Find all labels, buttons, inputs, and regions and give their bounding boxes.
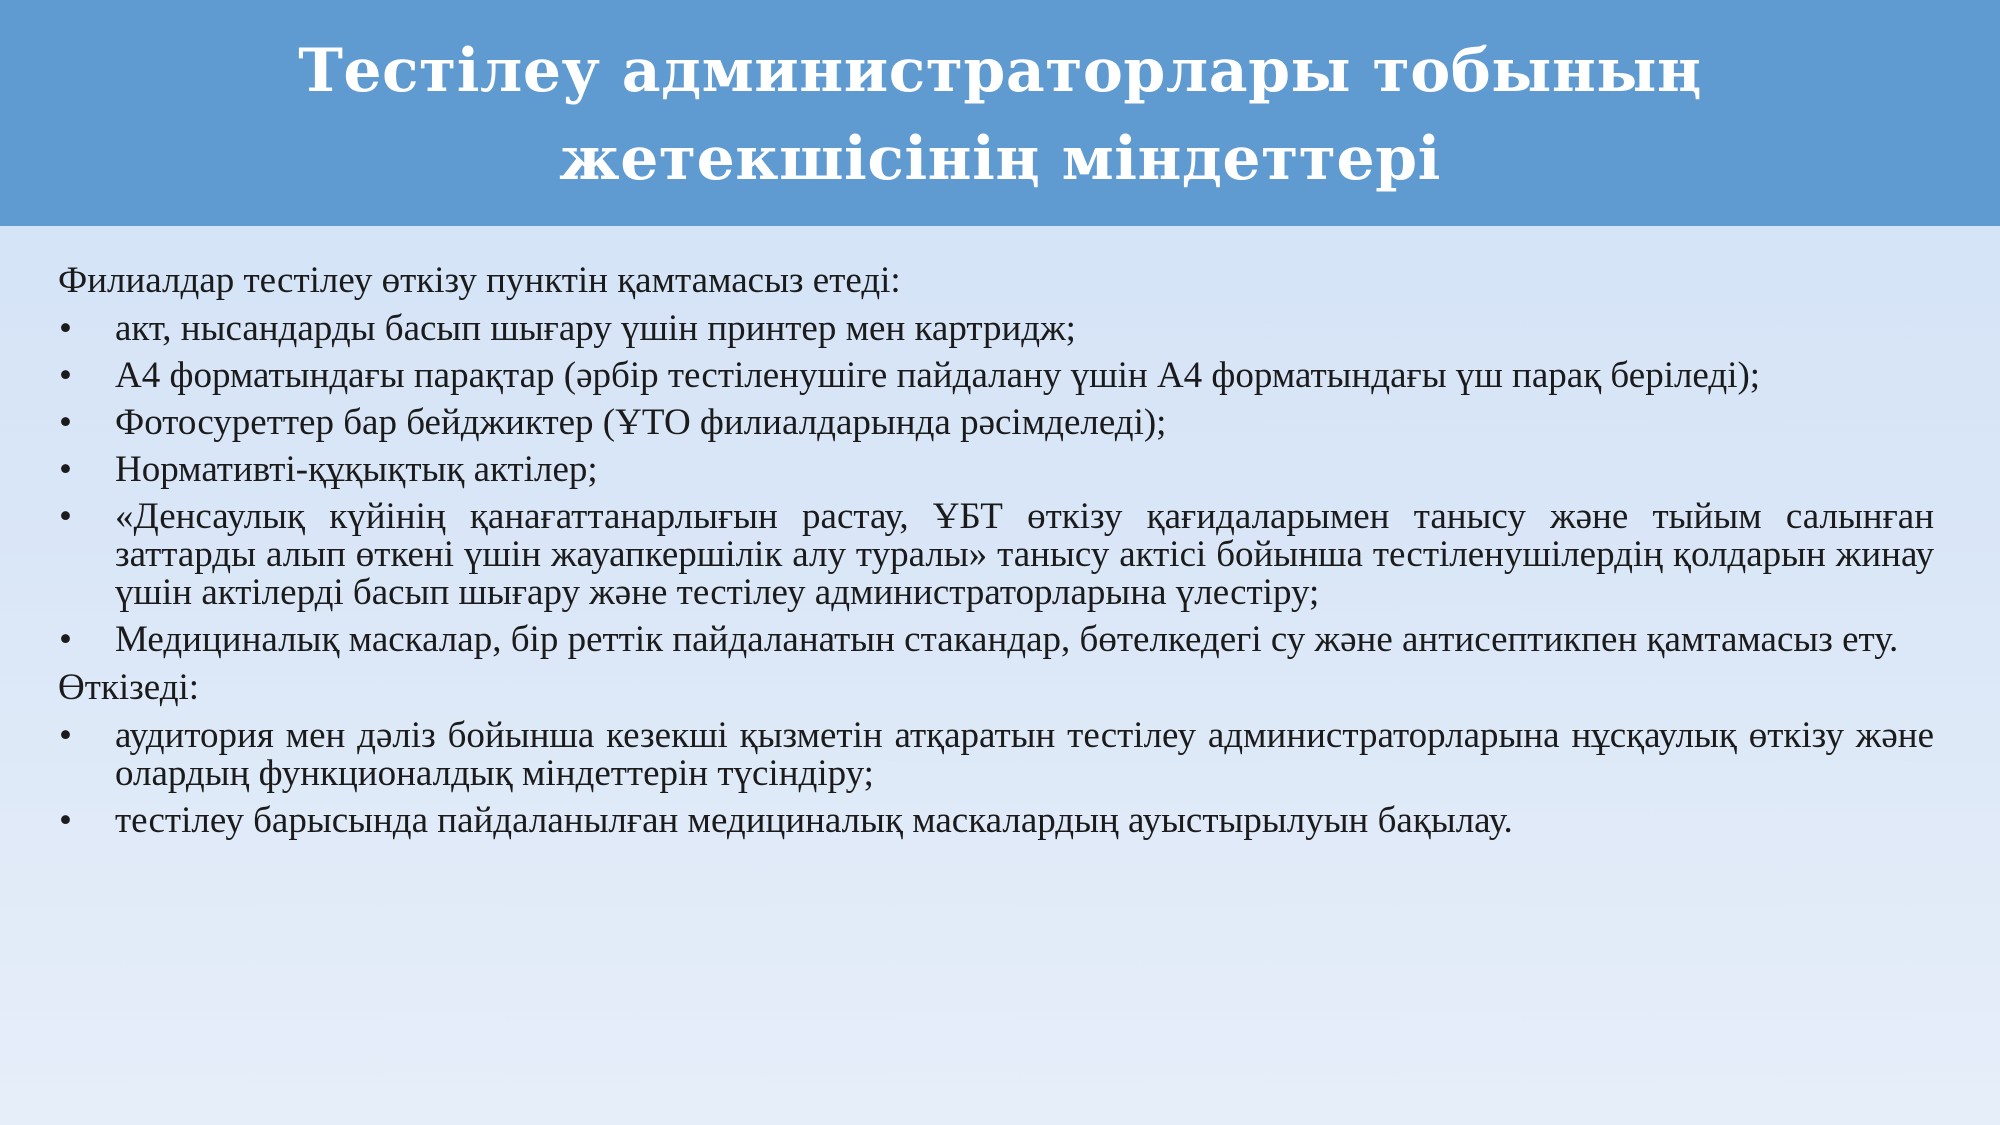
slide-title-line-1: Тестілеу администраторлары тобының	[298, 36, 1702, 106]
list-item-text: «Денсаулық күйінің қанағаттанарлығын растау, ҰБТ өткізу қағидаларымен танысу және тыйым салынған заттарды алып өткені үшін жауапкершілік алу туралы» танысу актісі бойынша тестіленушілердің қолдарын жинау үшін актілерді басып шығару және тестілеу администраторларына үлестіру;	[115, 496, 1934, 613]
section-heading-conducts: Өткізеді:	[58, 667, 200, 708]
bullet-icon: •	[59, 449, 72, 490]
list-item-text: акт, нысандарды басып шығару үшін принтер мен картридж;	[115, 308, 1076, 349]
list-item	[58, 498, 1934, 612]
slide-title-line-2: жетекшісінің міндеттері	[559, 124, 1441, 194]
branches-duties-list	[58, 310, 1934, 659]
title-banner	[0, 0, 2000, 226]
bullet-icon: •	[59, 800, 72, 841]
bullet-icon: •	[59, 715, 72, 756]
list-item-text: Медициналық маскалар, бір реттік пайдаланатын стакандар, бөтелкедегі су және антисептикпен қамтамасыз ету.	[115, 619, 1899, 660]
list-item-text: аудитория мен дәліз бойынша кезекші қызметін атқаратын тестілеу администраторларына нұсқаулық өткізу және олардың функционалдық міндеттерін түсіндіру;	[115, 715, 1934, 794]
bullet-icon: •	[59, 496, 72, 537]
list-item-text: тестілеу барысында пайдаланылған медициналық маскалардың ауыстырылуын бақылау.	[115, 800, 1513, 841]
slide-title	[298, 23, 1702, 203]
list-item	[58, 357, 1934, 395]
bullet-icon: •	[59, 308, 72, 349]
list-item	[58, 451, 1934, 489]
list-item	[58, 621, 1934, 659]
bullet-icon: •	[59, 619, 72, 660]
list-item-text: Фотосуреттер бар бейджиктер (ҰТО филиалдарында рәсімделеді);	[115, 402, 1167, 443]
section-heading-branches: Филиалдар тестілеу өткізу пунктін қамтамасыз етеді:	[58, 260, 901, 301]
list-item	[58, 310, 1934, 348]
bullet-icon: •	[59, 402, 72, 443]
list-item	[58, 717, 1934, 793]
bullet-icon: •	[59, 355, 72, 396]
list-item-text: Нормативті-құқықтық актілер;	[115, 449, 598, 490]
conducts-duties-list	[58, 717, 1934, 840]
list-item-text: А4 форматындағы парақтар (әрбір тестіленушіге пайдалану үшін А4 форматындағы үш парақ беріледі);	[115, 355, 1761, 396]
list-item	[58, 802, 1934, 840]
list-item	[58, 404, 1934, 442]
slide-body	[58, 262, 1934, 850]
